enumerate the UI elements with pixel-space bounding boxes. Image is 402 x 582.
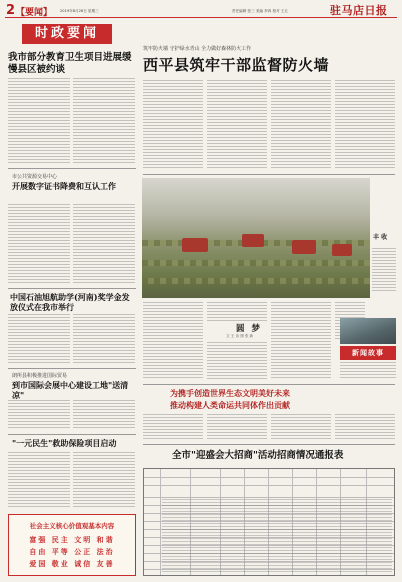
photo-caption-title: 丰 收 — [373, 234, 388, 241]
article-port-body-right — [73, 400, 135, 430]
photo-caption-text — [372, 248, 396, 292]
news-story-image — [340, 318, 396, 344]
page-number: 2 — [6, 3, 16, 18]
article-fire-col4 — [335, 80, 395, 170]
poem-body-right — [271, 302, 331, 380]
kicker-open: 市公共资源交易中心 — [12, 174, 58, 180]
poem-byline: 文 王 诗 图 张 新 — [226, 334, 254, 338]
investment-table — [143, 468, 395, 576]
poem-body-left — [207, 342, 267, 380]
article-struggle-col3 — [271, 414, 331, 440]
harvest-photo — [142, 178, 370, 298]
headline-fire: 西平县筑牢干部监督防火墙 — [143, 56, 330, 74]
headline-investment: 全市"迎盛会大招商"活动招商情况通报表 — [172, 450, 344, 461]
divider — [8, 434, 136, 435]
section-name: 【要闻】 — [16, 8, 53, 18]
core-values-title: 社会主义核心价值观基本内容 — [29, 522, 115, 530]
masthead-rule — [5, 17, 397, 18]
core-values-line-2: 自由 平等 公正 法治 — [29, 547, 115, 556]
article-fire-col3 — [271, 80, 331, 170]
news-story-text — [340, 362, 396, 380]
poem-title: 圆 梦 — [236, 324, 262, 334]
article-struggle-col4 — [335, 414, 395, 440]
article-port-body-left — [8, 400, 70, 430]
article-fire-col1 — [143, 80, 203, 170]
article-open-body-left — [8, 204, 70, 284]
article-fire-col2 — [207, 80, 267, 170]
article-struggle-col2 — [207, 414, 267, 440]
date-line: 2019年8月28日 星期三 — [60, 9, 99, 13]
article-loan-body-left — [8, 452, 70, 508]
headline-port: 到市国际会展中心建设工地"送清凉" — [12, 380, 129, 400]
article-open-body-right — [73, 204, 135, 284]
divider — [8, 368, 136, 369]
headline-loan: "一元民生"救助保险项目启动 — [12, 438, 117, 448]
article-health-body-left — [8, 78, 70, 164]
divider — [143, 174, 395, 175]
news-story-label: 新闻故事 — [340, 346, 396, 360]
article-petro-body-right — [73, 314, 135, 364]
article-struggle-col1 — [143, 414, 203, 440]
divider — [143, 444, 395, 445]
headline-struggle-line2: 推动构建人类命运共同体作出贡献 — [170, 400, 290, 410]
divider — [8, 168, 136, 169]
article-petro-body-left — [8, 314, 70, 364]
core-values-box — [8, 514, 136, 576]
headline-petro: 中国石油旭航助学(河南)奖学金发放仪式在我市举行 — [10, 292, 130, 312]
core-values-line-1: 富强 民主 文明 和谐 — [29, 535, 115, 544]
divider — [8, 288, 136, 289]
article-health-body-right — [73, 78, 135, 164]
headline-health: 我市部分教育卫生项目进展缓慢县区被约谈 — [8, 52, 132, 75]
core-values-line-3: 爱国 敬业 诚信 友善 — [29, 559, 115, 568]
newspaper-logo: 驻马店日报 — [330, 4, 388, 17]
section-banner: 时政要闻 — [22, 24, 112, 44]
divider — [143, 384, 395, 385]
article-loan-body-right — [73, 452, 135, 508]
article-petro-col4 — [207, 302, 267, 322]
kicker-fire: 筑牢防火墙 守护绿水青山 全力做好森林防火工作 — [143, 46, 252, 52]
kicker-port: 朗所县积极推进国际贸易 — [12, 373, 68, 379]
article-petro-col3 — [143, 302, 203, 380]
headline-open: 开展数字证书降费和互认工作 — [12, 181, 116, 191]
headline-struggle-line1: 为携手创造世界生态文明美好未来 — [170, 388, 290, 398]
editor-line: 责任编辑 张三 美编 李四 校对 王五 — [232, 9, 289, 13]
